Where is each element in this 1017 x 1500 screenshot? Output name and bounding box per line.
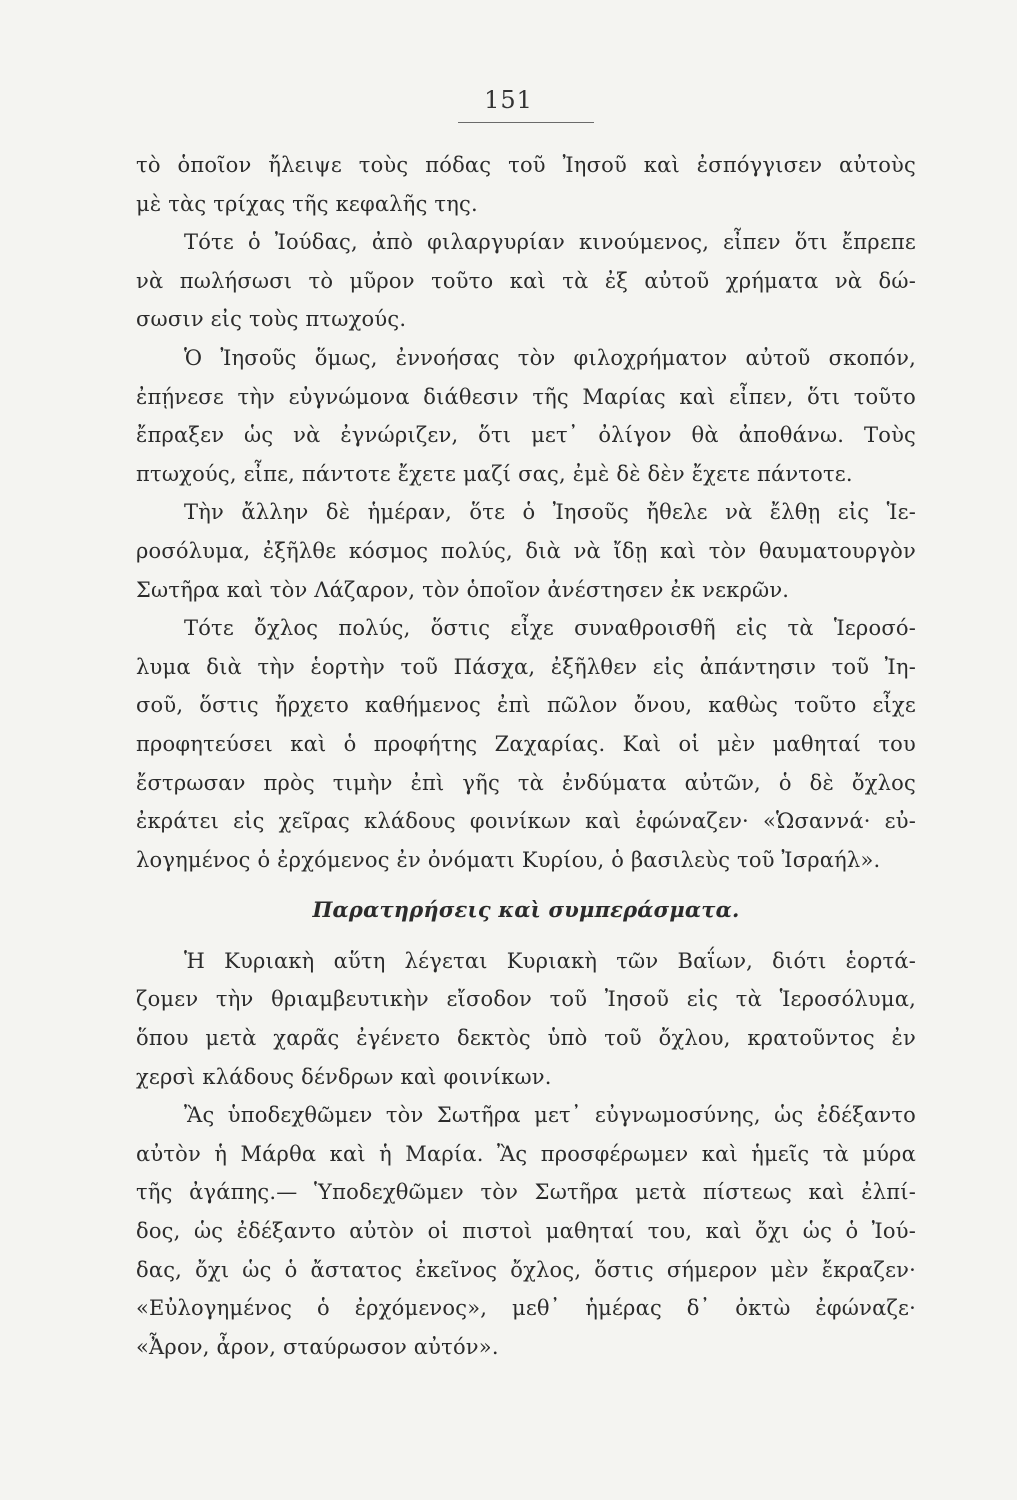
text-line: δας, ὄχι ὡς ὁ ἄστατος ἐκεῖνος ὄχλος, ὅστις σήμερον μὲν ἔκραζεν· — [136, 1257, 916, 1282]
page-number-rule — [458, 122, 594, 123]
text-line: τὸ ὁποῖον ἤλειψε τοὺς πόδας τοῦ Ἰησοῦ καὶ ἐσπόγγισεν αὐτοὺς — [136, 153, 916, 177]
text-line: Ἂς ὑποδεχθῶμεν τὸν Σωτῆρα μετ᾽ εὐγνωμοσύνης, ὡς ἐδέξαντο — [184, 1103, 916, 1128]
text-line: λυμα διὰ τὴν ἑορτὴν τοῦ Πάσχα, ἐξῆλθεν εἰς ἀπάντησιν τοῦ Ἰη- — [136, 654, 916, 679]
text-line: Ἡ Κυριακὴ αὕτη λέγεται Κυριακὴ τῶν Βαΐων, διότι ἑορτά- — [184, 948, 916, 973]
paragraph-2 — [136, 223, 916, 339]
text-line: δος, ὡς ἐδέξαντο αὐτὸν οἱ πιστοὶ μαθηταί του, καὶ ὄχι ὡς ὁ Ἰού- — [136, 1219, 916, 1244]
text-line: προφητεύσει καὶ ὁ προφήτης Ζαχαρίας. Καὶ οἱ μὲν μαθηταί του — [136, 731, 916, 756]
paragraph-1 — [136, 146, 916, 223]
text-line: Σωτῆρα καὶ τὸν Λάζαρον, τὸν ὁποῖον ἀνέστησεν ἐκ νεκρῶν. — [136, 577, 790, 602]
text-line: Ὁ Ἰησοῦς ὅμως, ἐννοήσας τὸν φιλοχρήματον αὐτοῦ σκοπόν, — [184, 345, 916, 370]
text-line: μὲ τὰς τρίχας τῆς κεφαλῆς της. — [136, 191, 478, 216]
text-line: σωσιν εἰς τοὺς πτωχούς. — [136, 307, 407, 332]
text-line: ἐκράτει εἰς χεῖρας κλάδους φοινίκων καὶ ἐφώναζεν· «Ὡσαννά· εὐ- — [136, 809, 916, 834]
paragraph-7 — [136, 1096, 916, 1366]
paragraph-4 — [136, 493, 916, 609]
text-line: ζομεν τὴν θριαμβευτικὴν εἴσοδον τοῦ Ἰησοῦ εἰς τὰ Ἱεροσόλυμα, — [136, 987, 916, 1012]
text-line: ἔπραξεν ὡς νὰ ἐγνώριζεν, ὅτι μετ᾽ ὀλίγον θὰ ἀποθάνω. Τοὺς — [136, 423, 916, 448]
text-line: σοῦ, ὅστις ἤρχετο καθήμενος ἐπὶ πῶλον ὄνου, καθὼς τοῦτο εἶχε — [136, 693, 916, 718]
section-heading: Παρατηρήσεις καὶ συμπεράσματα. — [312, 897, 740, 923]
text-line: πτωχούς, εἶπε, πάντοτε ἔχετε μαζί σας, ἐμὲ δὲ δὲν ἔχετε πάντοτε. — [136, 461, 853, 486]
paragraph-6 — [136, 942, 916, 1096]
text-line: ὅπου μετὰ χαρᾶς ἐγένετο δεκτὸς ὑπὸ τοῦ ὄχλου, κρατοῦντος ἐν — [136, 1026, 916, 1051]
text-line: Τὴν ἄλλην δὲ ἡμέραν, ὅτε ὁ Ἰησοῦς ἤθελε νὰ ἔλθῃ εἰς Ἱε- — [184, 500, 916, 525]
page-number: 151 — [484, 86, 533, 114]
body-text — [136, 146, 916, 1366]
paragraph-5 — [136, 609, 916, 879]
text-line: «Εὐλογημένος ὁ ἐρχόμενος», μεθ᾽ ἡμέρας δ᾽ ὀκτὼ ἐφώναζε· — [136, 1296, 916, 1321]
text-line: νὰ πωλήσωσι τὸ μῦρον τοῦτο καὶ τὰ ἐξ αὐτοῦ χρήματα νὰ δώ- — [136, 268, 916, 293]
text-line: ροσόλυμα, ἐξῆλθε κόσμος πολύς, διὰ νὰ ἴδῃ καὶ τὸν θαυματουργὸν — [136, 538, 916, 563]
text-line: λογημένος ὁ ἐρχόμενος ἐν ὀνόματι Κυρίου, ὁ βασιλεὺς τοῦ Ἰσραήλ». — [136, 847, 881, 872]
text-line: «Ἆρον, ἆρον, σταύρωσον αὐτόν». — [136, 1334, 499, 1359]
text-line: τῆς ἀγάπης.— Ὑποδεχθῶμεν τὸν Σωτῆρα μετὰ πίστεως καὶ ἐλπί- — [136, 1180, 916, 1205]
text-line: αὐτὸν ἡ Μάρθα καὶ ἡ Μαρία. Ἂς προσφέρωμεν καὶ ἡμεῖς τὰ μύρα — [136, 1141, 916, 1166]
text-line: Τότε ὁ Ἰούδας, ἀπὸ φιλαργυρίαν κινούμενος, εἶπεν ὅτι ἔπρεπε — [184, 230, 916, 255]
paragraph-3 — [136, 339, 916, 493]
text-line: ἐπῄνεσε τὴν εὐγνώμονα διάθεσιν τῆς Μαρίας καὶ εἶπεν, ὅτι τοῦτο — [136, 384, 916, 409]
text-line: χερσὶ κλάδους δένδρων καὶ φοινίκων. — [136, 1064, 552, 1089]
text-line: Τότε ὄχλος πολύς, ὅστις εἶχε συναθροισθῆ εἰς τὰ Ἱεροσό- — [184, 616, 916, 641]
text-line: ἔστρωσαν πρὸς τιμὴν ἐπὶ γῆς τὰ ἐνδύματα αὐτῶν, ὁ δὲ ὄχλος — [136, 770, 916, 795]
